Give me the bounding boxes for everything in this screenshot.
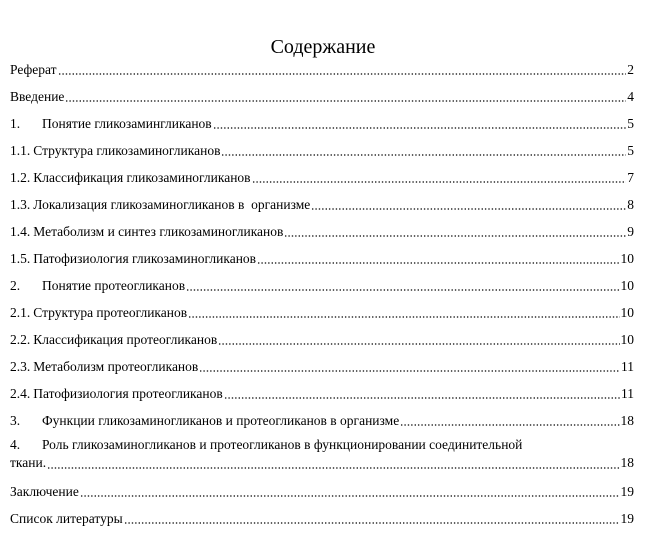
toc-entry-number: 1.3. [10, 197, 31, 212]
toc-entry-number: 2.3. [10, 359, 31, 374]
toc-entry-page: 19 [620, 511, 634, 526]
toc-entry-page: 18 [620, 413, 634, 428]
toc-entry-text: Локализация гликозаминогликанов в организме [33, 197, 311, 212]
toc-entry-section-1-4[interactable] [10, 222, 634, 240]
dot-leader [224, 397, 620, 399]
toc-entry-page: 10 [620, 305, 634, 320]
toc-entry-text: Введение [10, 89, 65, 104]
toc-entry-page: 19 [620, 484, 634, 499]
toc-entry-text: Классификация гликозаминогликанов [33, 170, 251, 185]
dot-leader [218, 343, 619, 345]
dot-leader [213, 127, 627, 129]
toc-entry-page: 11 [621, 386, 634, 401]
toc-entry-section-2-4[interactable] [10, 384, 634, 402]
toc-entry-text: Список литературы [10, 511, 123, 526]
toc-entry-text: Функции гликозаминогликанов и протеогликанов в организме [42, 413, 400, 428]
toc-entry-number: 2. [10, 278, 21, 293]
toc-entry-number: 2.1. [10, 305, 31, 320]
toc-entry-section-1-3[interactable] [10, 195, 634, 213]
toc-entry-text: Структура гликозаминогликанов [33, 143, 221, 158]
toc-entry-section-4[interactable] [10, 436, 634, 472]
toc-entry-page: 2 [627, 62, 634, 77]
dot-leader [47, 467, 619, 469]
toc-entry-section-1[interactable] [10, 114, 634, 132]
dot-leader [257, 262, 619, 264]
toc-entry-number: 2.2. [10, 332, 31, 347]
toc-entry-text: Понятие протеогликанов [42, 278, 186, 293]
dot-leader [311, 208, 626, 210]
toc-entry-page: 11 [621, 359, 634, 374]
toc-entry-text: Патофизиология протеогликанов [33, 386, 223, 401]
toc-entry-section-2-2[interactable] [10, 330, 634, 348]
toc-entry-abstract[interactable] [10, 60, 634, 78]
toc-entry-page: 10 [620, 251, 634, 266]
toc-entry-page: 10 [620, 332, 634, 347]
toc-entry-number: 1.2. [10, 170, 31, 185]
dot-leader [80, 495, 620, 497]
toc-entry-number: 3. [10, 413, 21, 428]
toc-entry-section-1-2[interactable] [10, 168, 634, 186]
toc-entry-text: Классификация протеогликанов [33, 332, 218, 347]
dot-leader [186, 289, 619, 291]
dot-leader [199, 370, 620, 372]
dot-leader [188, 316, 619, 318]
toc-entry-page: 8 [627, 197, 634, 212]
toc-entry-text-continued: ткани. [10, 455, 47, 470]
toc-entry-text: Заключение [10, 484, 79, 499]
toc-entry-page: 4 [627, 89, 634, 104]
toc-entry-text: Метаболизм и синтез гликозаминогликанов [33, 224, 284, 239]
dot-leader [58, 73, 627, 75]
toc-entry-section-3[interactable] [10, 411, 634, 429]
toc-entry-text: Понятие гликозамингликанов [42, 116, 212, 131]
toc-entry-section-1-1[interactable] [10, 141, 634, 159]
toc-entry-text: Патофизиология гликозаминогликанов [33, 251, 257, 266]
toc-entry-text: Роль гликозаминогликанов и протеогликанов в функционировании соединительной [42, 437, 523, 452]
toc-entry-references[interactable] [10, 509, 634, 527]
toc-entry-text: Реферат [10, 62, 57, 77]
toc-entry-page: 9 [627, 224, 634, 239]
toc-entry-page: 7 [627, 170, 634, 185]
toc-entry-number: 4. [10, 437, 21, 452]
toc-entry-section-1-5[interactable] [10, 249, 634, 267]
toc-entry-number: 1.1. [10, 143, 31, 158]
dot-leader [221, 154, 626, 156]
dot-leader [400, 424, 619, 426]
toc-entry-number: 2.4. [10, 386, 31, 401]
toc-entry-section-2-1[interactable] [10, 303, 634, 321]
dot-leader [284, 235, 626, 237]
toc-entry-conclusion[interactable] [10, 482, 634, 500]
toc-entry-number: 1.5. [10, 251, 31, 266]
dot-leader [65, 100, 626, 102]
toc-entry-number: 1. [10, 116, 21, 131]
toc-entry-page: 18 [620, 455, 634, 470]
page-title: Содержание [270, 36, 376, 58]
dot-leader [252, 181, 627, 183]
toc-entry-text: Структура протеогликанов [33, 305, 188, 320]
toc-entry-page: 10 [620, 278, 634, 293]
toc-entry-page: 5 [627, 143, 634, 158]
toc-entry-section-2[interactable] [10, 276, 634, 294]
dot-leader [124, 522, 620, 524]
toc-entry-page: 5 [627, 116, 634, 131]
toc-entry-section-2-3[interactable] [10, 357, 634, 375]
toc-entry-number: 1.4. [10, 224, 31, 239]
toc-entry-introduction[interactable] [10, 87, 634, 105]
toc-entry-text: Метаболизм протеогликанов [33, 359, 199, 374]
